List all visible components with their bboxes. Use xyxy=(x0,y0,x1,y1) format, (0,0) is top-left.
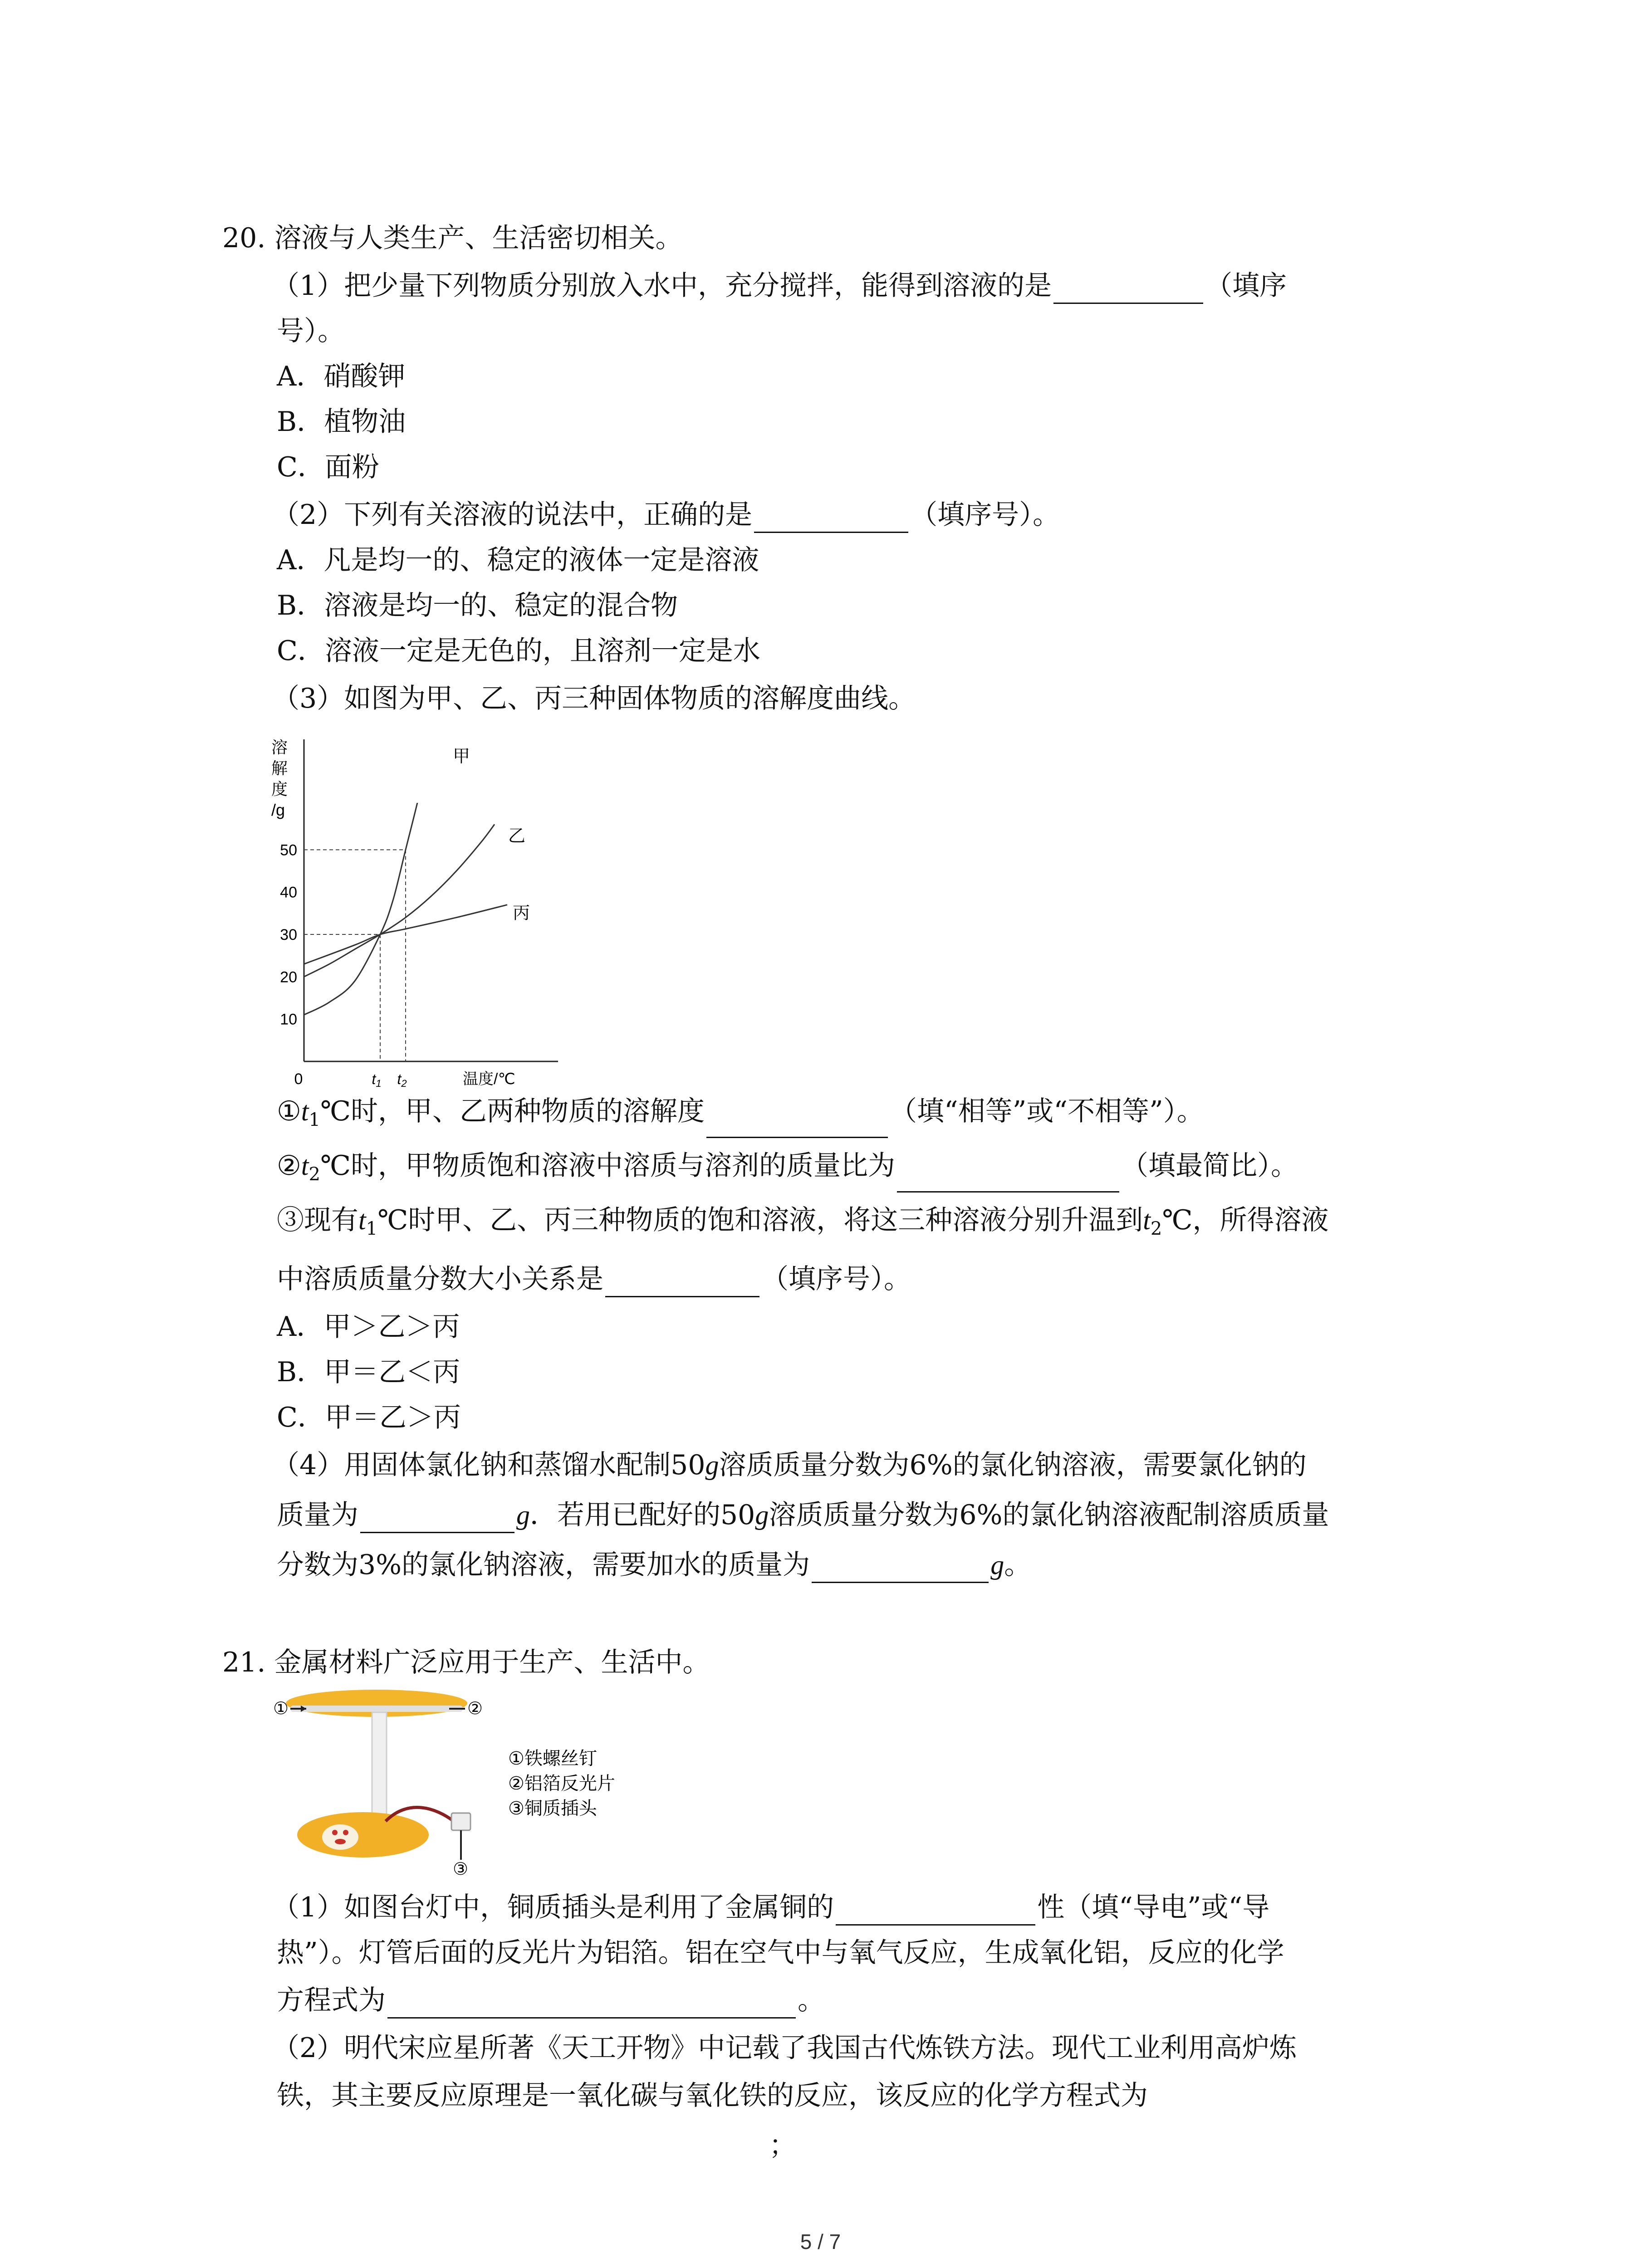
answer-blank[interactable] xyxy=(605,1268,759,1297)
q20-sub3-option-a: A．甲＞乙＞丙 xyxy=(277,1311,460,1343)
text: ℃时甲、乙、丙三种物质的饱和溶液，将这三种溶液分别升温到 xyxy=(377,1204,1143,1236)
q20-part1-line2: 号）。 xyxy=(277,315,345,347)
text: 分数为3%的氯化钠溶液，需要加水的质量为 xyxy=(277,1549,810,1581)
q20-part2-option-a: A．凡是均一的、稳定的液体一定是溶液 xyxy=(277,544,759,576)
x-tick-label: t2 xyxy=(397,1071,407,1089)
y-tick-label: 10 xyxy=(280,1011,297,1028)
lamp-reflector xyxy=(290,1706,463,1712)
lamp-neck xyxy=(372,1712,387,1817)
text: （1）把少量下列物质分别放入水中，充分搅拌，能得到溶液的是 xyxy=(272,270,1052,302)
q20-part1-option-b: B．植物油 xyxy=(277,406,406,438)
text: ℃时，甲物质饱和溶液中溶质与溶剂的质量比为 xyxy=(320,1150,896,1182)
answer-blank[interactable] xyxy=(387,1989,796,2019)
text: （填“相等”或“不相等”）。 xyxy=(890,1095,1204,1127)
text: ．若用已配好的50 xyxy=(530,1499,755,1531)
temp-var: t xyxy=(358,1205,366,1235)
answer-blank[interactable] xyxy=(1053,274,1203,304)
q21-part2-line1: （2）明代宋应星所著《天工开物》中记载了我国古代炼铁方法。现代工业利用高炉炼 xyxy=(272,2032,1297,2064)
q20-sub3-line2 xyxy=(277,1261,911,1297)
answer-blank[interactable] xyxy=(360,1504,514,1533)
x-axis-label: 温度/℃ xyxy=(463,1070,515,1088)
temp-var: t xyxy=(301,1151,309,1181)
unit: g xyxy=(516,1500,530,1530)
unit: g xyxy=(755,1500,769,1530)
temp-sub: 1 xyxy=(309,1110,320,1130)
text: 溶质质量分数为6%的氯化钠溶液，需要氯化钠的 xyxy=(719,1449,1307,1481)
text: （2）下列有关溶液的说法中，正确的是 xyxy=(272,499,753,531)
circled-number: ① xyxy=(277,1095,301,1127)
solubility-chart xyxy=(268,735,585,1089)
legend-item-1: ①铁螺丝钉 xyxy=(508,1749,597,1769)
q20-part4-line1 xyxy=(272,1447,1307,1483)
answer-blank[interactable] xyxy=(812,1554,989,1583)
q20-part4-line3 xyxy=(277,1547,1031,1583)
text: （4）用固体氯化钠和蒸馏水配制50 xyxy=(272,1449,705,1481)
legend-item-2: ②铝箔反光片 xyxy=(508,1774,615,1794)
q20-part2-line xyxy=(272,497,1060,533)
q21-part1-line1 xyxy=(272,1889,1269,1926)
y-tick-label: 20 xyxy=(280,968,297,986)
marker-1: ① xyxy=(273,1699,289,1718)
y-axis-label: 溶 xyxy=(271,738,288,757)
text: 质量为 xyxy=(277,1499,358,1531)
text: （填序号）。 xyxy=(910,499,1060,531)
temp-var: t xyxy=(1143,1205,1151,1235)
text: ℃，所得溶液 xyxy=(1162,1204,1329,1236)
y-tick-label: 40 xyxy=(280,884,297,901)
text: 。 xyxy=(798,1984,825,2016)
legend-item-3: ③铜质插头 xyxy=(508,1799,597,1818)
q20-sub2 xyxy=(277,1148,1298,1193)
q20-part3-line: （3）如图为甲、乙、丙三种固体物质的溶解度曲线。 xyxy=(272,683,916,714)
copper-plug xyxy=(451,1813,470,1830)
page-number: 5 / 7 xyxy=(800,2230,841,2253)
q20-sub3-option-b: B．甲＝乙＜丙 xyxy=(277,1356,460,1388)
unit: g xyxy=(990,1550,1004,1580)
text: 溶质质量分数为6%的氯化钠溶液配制溶质质量 xyxy=(769,1499,1329,1531)
temp-sub: 2 xyxy=(1150,1218,1162,1239)
y-axis-label: 度 xyxy=(271,780,288,798)
q21-part1-line3 xyxy=(277,1982,825,2019)
y-axis-label: 解 xyxy=(271,759,288,777)
text: ℃时，甲、乙两种物质的溶解度 xyxy=(320,1095,705,1127)
unit: g xyxy=(705,1450,719,1480)
temp-sub: 1 xyxy=(366,1218,378,1239)
text: 中溶质质量分数大小关系是 xyxy=(277,1263,603,1295)
series-label: 丙 xyxy=(513,904,530,923)
q21-part2-line3: ； xyxy=(769,2130,796,2161)
q20-sub3-line1 xyxy=(277,1202,1329,1247)
y-tick-label: 30 xyxy=(280,926,297,943)
text: ③现有 xyxy=(277,1204,358,1236)
origin-label: 0 xyxy=(294,1070,303,1088)
text: （填序 xyxy=(1205,270,1287,302)
desk-lamp-figure xyxy=(272,1685,749,1876)
series-line-1 xyxy=(304,735,444,1015)
series-label: 甲 xyxy=(453,747,470,766)
temp-var: t xyxy=(301,1096,309,1126)
circled-number: ② xyxy=(277,1150,301,1182)
text: （填序号）。 xyxy=(761,1263,911,1295)
text: 性（填“导电”或“导 xyxy=(1037,1892,1270,1923)
text: （1）如图台灯中，铜质插头是利用了金属铜的 xyxy=(272,1892,834,1923)
q20-part1-line1 xyxy=(272,268,1287,304)
text: 。 xyxy=(1004,1549,1032,1581)
q21-title: 21. 金属材料广泛应用于生产、生活中。 xyxy=(222,1647,710,1678)
answer-blank[interactable] xyxy=(897,1163,1119,1193)
q20-part1-option-a: A．硝酸钾 xyxy=(277,361,406,392)
temp-sub: 2 xyxy=(309,1164,320,1185)
q20-part2-option-b: B．溶液是均一的、稳定的混合物 xyxy=(277,590,678,621)
q21-part2-line2: 铁，其主要反应原理是一氧化碳与氧化铁的反应，该反应的化学方程式为 xyxy=(277,2080,1148,2112)
q20-sub1 xyxy=(277,1093,1204,1138)
answer-blank[interactable] xyxy=(706,1109,888,1138)
q20-part1-option-c: C．面粉 xyxy=(277,451,379,483)
answer-blank[interactable] xyxy=(836,1896,1035,1926)
answer-blank[interactable] xyxy=(754,503,908,533)
y-tick-label: 50 xyxy=(280,841,297,859)
marker-2: ② xyxy=(467,1699,483,1718)
q21-part1-line2: 热”）。灯管后面的反光片为铝箔。铝在空气中与氧气反应，生成氧化铝，反应的化学 xyxy=(277,1937,1284,1969)
q20-part4-line2 xyxy=(277,1497,1329,1533)
series-label: 乙 xyxy=(508,826,526,846)
y-axis-label: /g xyxy=(271,801,285,819)
text: （填最简比）。 xyxy=(1121,1150,1298,1182)
q20-title: 20. 溶液与人类生产、生活密切相关。 xyxy=(222,222,683,254)
lamp-base xyxy=(297,1812,429,1857)
text: 方程式为 xyxy=(277,1984,386,2016)
q20-sub3-option-c: C．甲＝乙＞丙 xyxy=(277,1402,461,1433)
q20-part2-option-c: C．溶液一定是无色的，且溶剂一定是水 xyxy=(277,635,760,667)
x-tick-label: t1 xyxy=(372,1071,382,1089)
marker-3: ③ xyxy=(453,1860,469,1876)
